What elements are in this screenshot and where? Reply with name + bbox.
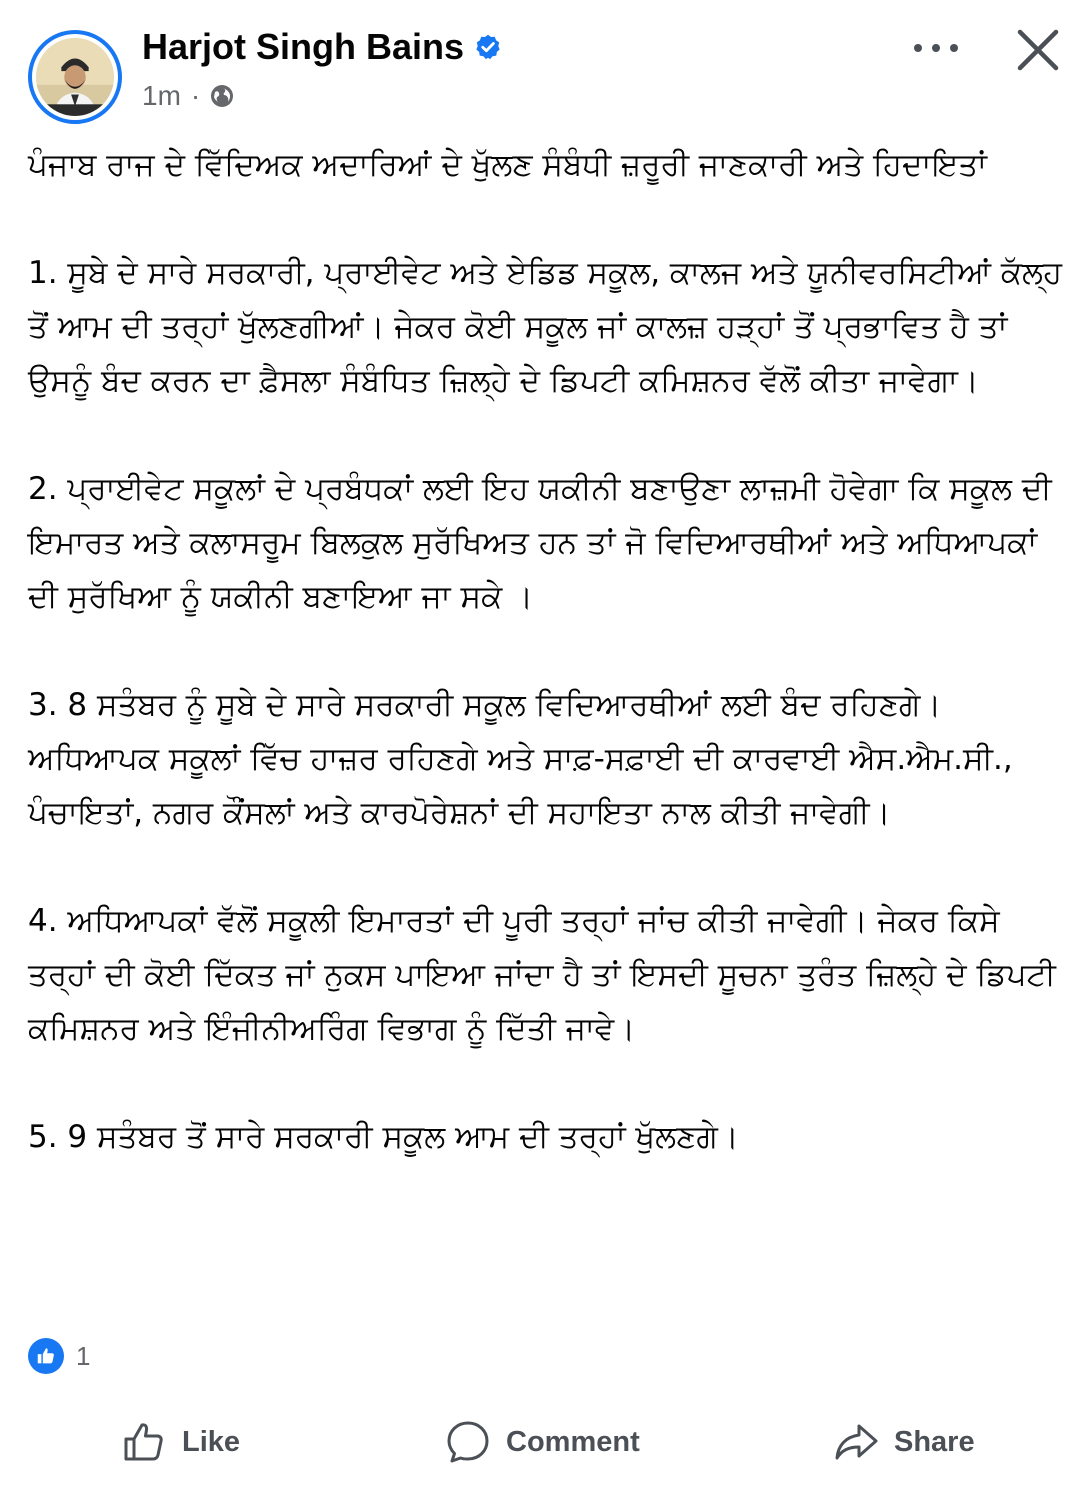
reactions-summary[interactable] xyxy=(28,1338,90,1374)
post-time[interactable]: 1m xyxy=(142,80,181,111)
post-header xyxy=(0,0,1084,130)
post-paragraph-5: 5. 9 ਸਤੰਬਰ ਤੋਂ ਸਾਰੇ ਸਰਕਾਰੀ ਸਕੂਲ ਆਮ ਦੀ ਤਰ੍ਹਾਂ ਖੁੱਲਣਗੇ। xyxy=(28,1119,739,1155)
share-arrow-icon xyxy=(832,1418,880,1466)
post-paragraph-1: 1. ਸੂਬੇ ਦੇ ਸਾਰੇ ਸਰਕਾਰੀ, ਪ੍ਰਾਈਵੇਟ ਅਤੇ ਏਡਿਡ ਸਕੂਲ, ਕਾਲਜ ਅਤੇ ਯੂਨੀਵਰਸਿਟੀਆਂ ਕੱਲ੍ਹ ਤੋਂ ਆਮ ਦੀ ਤਰ੍ਹਾਂ ਖੁੱਲਣਗੀਆਂ। ਜੇਕਰ ਕੋਈ ਸਕੂਲ ਜਾਂ ਕਾਲਜ਼ ਹੜ੍ਹਾਂ ਤੋਂ ਪ੍ਰਭਾਵਿਤ ਹੈ ਤਾਂ ਉਸਨੂੰ ਬੰਦ ਕਰਨ ਦਾ ਫ਼ੈਸਲਾ ਸੰਬੰਧਿਤ ਜ਼ਿਲ੍ਹੇ ਦੇ ਡਿਪਟੀ ਕਮਿਸ਼ਨਰ ਵੱਲੋਂ ਕੀਤਾ ਜਾਵੇਗਾ। xyxy=(28,255,1063,399)
like-reaction-icon xyxy=(28,1338,64,1374)
avatar-photo xyxy=(36,38,114,116)
more-options-icon[interactable] xyxy=(908,28,964,68)
author-name-text[interactable]: Harjot Singh Bains xyxy=(142,26,465,67)
post-body xyxy=(28,138,1068,1164)
post-actions-bar xyxy=(0,1400,1084,1490)
close-icon[interactable] xyxy=(1012,24,1064,76)
comment-label[interactable]: Comment xyxy=(506,1425,640,1458)
verified-badge-icon xyxy=(474,33,502,61)
avatar-portrait-icon xyxy=(36,38,114,116)
share-label[interactable]: Share xyxy=(894,1425,975,1458)
avatar[interactable] xyxy=(28,30,122,124)
comment-icon xyxy=(444,1418,492,1466)
like-button[interactable] xyxy=(120,1418,240,1466)
like-label[interactable]: Like xyxy=(182,1425,241,1458)
meta-separator: · xyxy=(190,80,201,111)
post-meta xyxy=(142,80,234,112)
post-paragraph-3: 3. 8 ਸਤੰਬਰ ਨੂੰ ਸੂਬੇ ਦੇ ਸਾਰੇ ਸਰਕਾਰੀ ਸਕੂਲ ਵਿਦਿਆਰਥੀਆਂ ਲਈ ਬੰਦ ਰਹਿਣਗੇ। ਅਧਿਆਪਕ ਸਕੂਲਾਂ ਵਿੱਚ ਹਾਜ਼ਰ ਰਹਿਣਗੇ ਅਤੇ ਸਾਫ਼-ਸਫ਼ਾਈ ਦੀ ਕਾਰਵਾਈ ਐਸ.ਐਮ.ਸੀ., ਪੰਚਾਇਤਾਂ, ਨਗਰ ਕੌਂਸਲਾਂ ਅਤੇ ਕਾਰਪੋਰੇਸ਼ਨਾਂ ਦੀ ਸਹਾਇਤਾ ਨਾਲ ਕੀਤੀ ਜਾਵੇਗੀ। xyxy=(28,687,1013,831)
post-paragraph-2: 2. ਪ੍ਰਾਈਵੇਟ ਸਕੂਲਾਂ ਦੇ ਪ੍ਰਬੰਧਕਾਂ ਲਈ ਇਹ ਯਕੀਨੀ ਬਣਾਉਣਾ ਲਾਜ਼ਮੀ ਹੋਵੇਗਾ ਕਿ ਸਕੂਲ ਦੀ ਇਮਾਰਤ ਅਤੇ ਕਲਾਸਰੂਮ ਬਿਲਕੁਲ ਸੁਰੱਖਿਅਤ ਹਨ ਤਾਂ ਜੋ ਵਿਦਿਆਰਥੀਆਂ ਅਤੇ ਅਧਿਆਪਕਾਂ ਦੀ ਸੁਰੱਖਿਆ ਨੂੰ ਯਕੀਨੀ ਬਣਾਇਆ ਜਾ ਸਕੇ । xyxy=(28,471,1052,615)
globe-icon[interactable] xyxy=(210,84,234,108)
comment-button[interactable] xyxy=(444,1418,640,1466)
author-name[interactable] xyxy=(142,26,502,68)
post-paragraph-4: 4. ਅਧਿਆਪਕਾਂ ਵੱਲੋਂ ਸਕੂਲੀ ਇਮਾਰਤਾਂ ਦੀ ਪੂਰੀ ਤਰ੍ਹਾਂ ਜਾਂਚ ਕੀਤੀ ਜਾਵੇਗੀ। ਜੇਕਰ ਕਿਸੇ ਤਰ੍ਹਾਂ ਦੀ ਕੋਈ ਦਿੱਕਤ ਜਾਂ ਨੁਕਸ ਪਾਇਆ ਜਾਂਦਾ ਹੈ ਤਾਂ ਇਸਦੀ ਸੂਚਨਾ ਤੁਰੰਤ ਜ਼ਿਲ੍ਹੇ ਦੇ ਡਿਪਟੀ ਕਮਿਸ਼ਨਰ ਅਤੇ ਇੰਜੀਨੀਅਰਿੰਗ ਵਿਭਾਗ ਨੂੰ ਦਿੱਤੀ ਜਾਵੇ। xyxy=(28,903,1056,1047)
share-button[interactable] xyxy=(832,1418,975,1466)
reactions-count[interactable]: 1 xyxy=(76,1340,91,1371)
thumbs-up-icon xyxy=(120,1418,168,1466)
post-paragraph-title: ਪੰਜਾਬ ਰਾਜ ਦੇ ਵਿੱਦਿਅਕ ਅਦਾਰਿਆਂ ਦੇ ਖੁੱਲਣ ਸੰਬੰਧੀ ਜ਼ਰੂਰੀ ਜਾਣਕਾਰੀ ਅਤੇ ਹਿਦਾਇਤਾਂ xyxy=(28,147,987,183)
